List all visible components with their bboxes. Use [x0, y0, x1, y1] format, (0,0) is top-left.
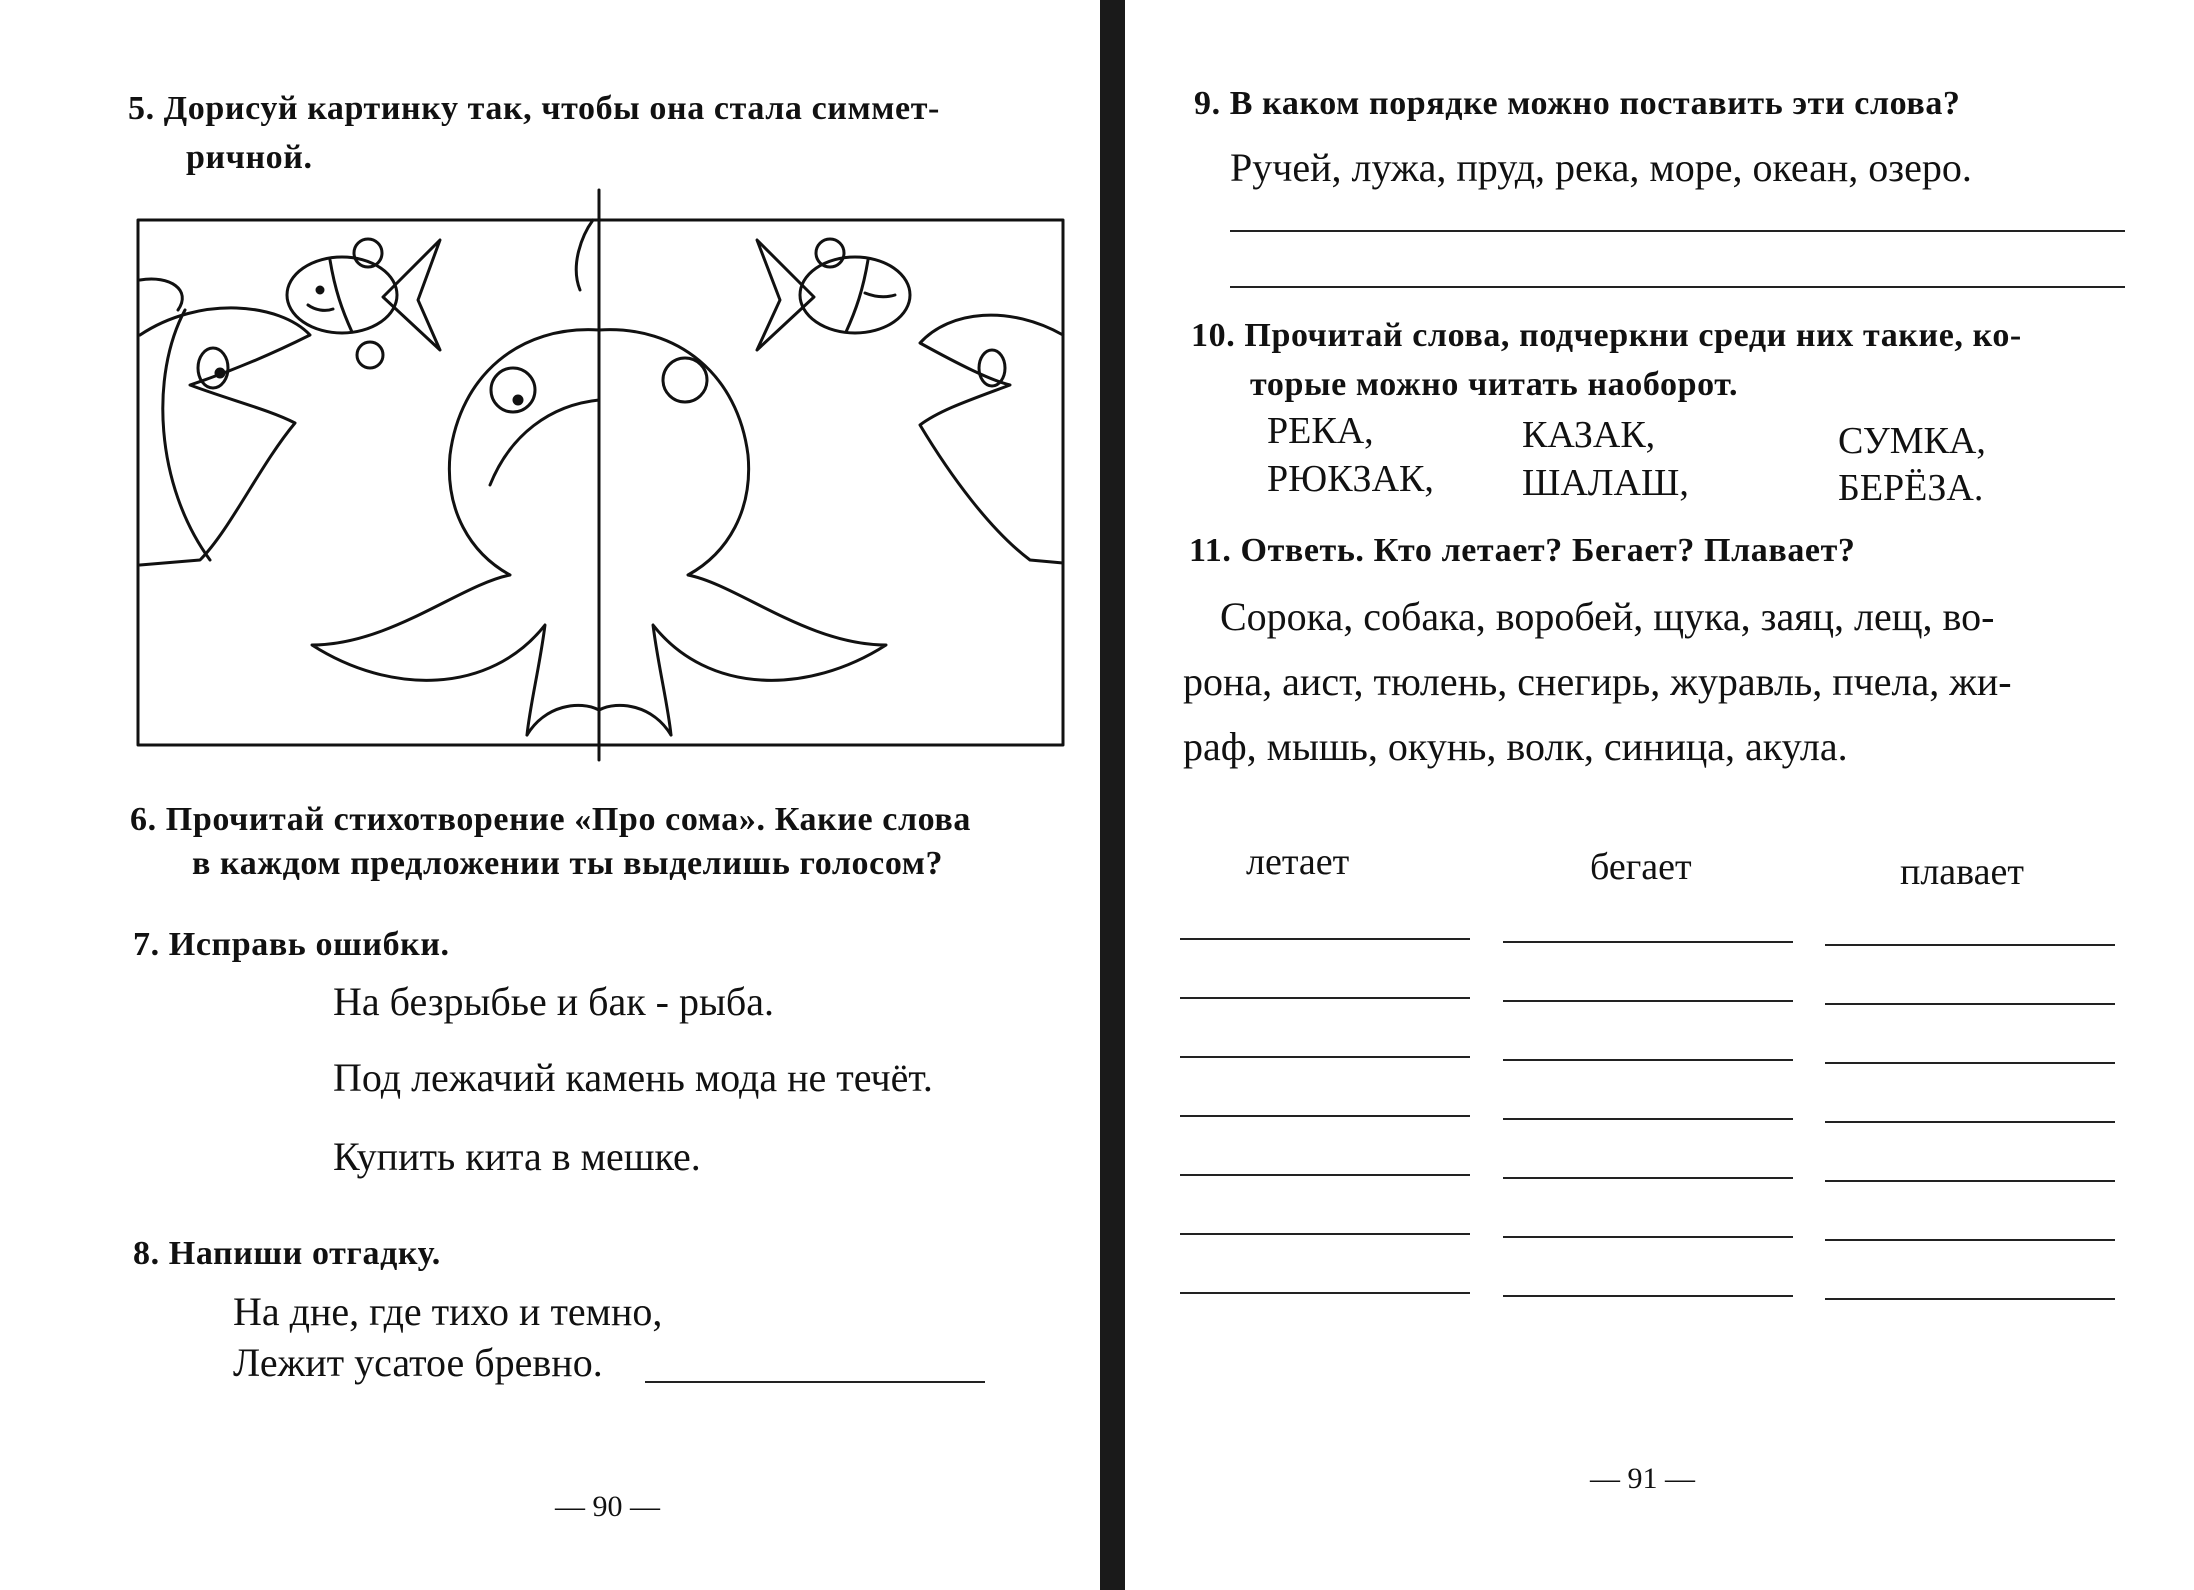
answer-line[interactable] — [1503, 1295, 1793, 1297]
task10-word: РЕКА, — [1267, 410, 1374, 452]
task10-title-continuation: торые можно читать наоборот. — [1250, 366, 1739, 403]
answer-line[interactable] — [1180, 1292, 1470, 1294]
answer-line[interactable] — [1825, 1180, 2115, 1182]
task10-word: ШАЛАШ, — [1522, 462, 1689, 504]
fish-right-body — [920, 315, 1063, 563]
task5-title: 5. Дорисуй картинку так, чтобы она стала симмет- — [128, 90, 940, 127]
task11-title: 11. Ответь. Кто летает? Бегает? Плавает? — [1189, 532, 1856, 569]
task11-text-line: раф, мышь, окунь, волк, синица, акула. — [1183, 724, 1848, 769]
answer-line[interactable] — [1503, 1059, 1793, 1061]
book-spine — [1100, 0, 1125, 1590]
answer-line[interactable] — [1180, 997, 1470, 999]
answer-line[interactable] — [1180, 1056, 1470, 1058]
task10-word: КАЗАК, — [1522, 414, 1656, 456]
fish-left-fin — [140, 279, 182, 310]
answer-line[interactable] — [1825, 1239, 2115, 1241]
answer-line[interactable] — [1825, 1121, 2115, 1123]
task9-title: 9. В каком порядке можно поставить эти слова? — [1194, 85, 1961, 122]
task9-words: Ручей, лужа, пруд, река, море, океан, озеро. — [1230, 145, 1972, 190]
answer-line[interactable] — [1825, 944, 2115, 946]
answer-line[interactable] — [1503, 1000, 1793, 1002]
symmetry-drawing — [130, 185, 1075, 765]
center-creature-left — [312, 330, 599, 735]
answer-line[interactable] — [1180, 1233, 1470, 1235]
page-number: — 91 — — [1590, 1462, 1695, 1495]
small-fish-left-body — [287, 257, 397, 333]
answer-line[interactable] — [1503, 941, 1793, 943]
fish-left-eye — [198, 348, 228, 388]
center-eye — [491, 368, 535, 412]
task10-word: РЮКЗАК, — [1267, 458, 1434, 500]
fish-right-eye — [979, 350, 1005, 386]
answer-line[interactable] — [1503, 1177, 1793, 1179]
answer-line[interactable] — [1825, 1298, 2115, 1300]
answer-line[interactable] — [1180, 1174, 1470, 1176]
task5-title-continuation: ричной. — [186, 139, 313, 176]
answer-line[interactable] — [1230, 286, 2125, 288]
task7-line: На безрыбье и бак - рыба. — [333, 979, 774, 1024]
page-number: — 90 — — [555, 1490, 660, 1523]
task6-title: 6. Прочитай стихотворение «Про сома». Какие слова — [130, 801, 971, 838]
task7-line: Купить кита в мешке. — [333, 1134, 701, 1179]
task7-title: 7. Исправь ошибки. — [133, 926, 450, 963]
riddle-line: Лежит усатое бревно. — [233, 1340, 603, 1385]
task10-word: БЕРЁЗА. — [1838, 467, 1984, 509]
task11-text-line: Сорока, собака, воробей, щука, заяц, лещ, во- — [1220, 594, 1995, 639]
answer-line[interactable] — [1825, 1003, 2115, 1005]
answer-line[interactable] — [1180, 938, 1470, 940]
task6-title-continuation: в каждом предложении ты выделишь голосом? — [192, 845, 944, 882]
right-page — [1125, 0, 2194, 1590]
task7-line: Под лежачий камень мода не течёт. — [333, 1055, 933, 1100]
task10-title: 10. Прочитай слова, подчеркни среди них такие, ко- — [1191, 317, 2022, 354]
answer-line[interactable] — [1825, 1062, 2115, 1064]
answer-line[interactable] — [1230, 230, 2125, 232]
center-creature-right — [599, 330, 886, 735]
column-header-runs: бегает — [1590, 846, 1692, 888]
task8-title: 8. Напиши отгадку. — [133, 1235, 441, 1272]
task10-word: СУМКА, — [1838, 420, 1986, 462]
task11-text-line: рона, аист, тюлень, снегирь, журавль, пчела, жи- — [1183, 659, 2012, 704]
answer-line[interactable] — [1180, 1115, 1470, 1117]
fish-left-inner — [163, 310, 210, 560]
answer-line[interactable] — [1503, 1118, 1793, 1120]
column-header-swims: плавает — [1900, 851, 2024, 893]
answer-line[interactable] — [1503, 1236, 1793, 1238]
riddle-line: На дне, где тихо и темно, — [233, 1289, 663, 1334]
answer-line[interactable] — [645, 1381, 985, 1383]
column-header-flies: летает — [1246, 841, 1350, 883]
